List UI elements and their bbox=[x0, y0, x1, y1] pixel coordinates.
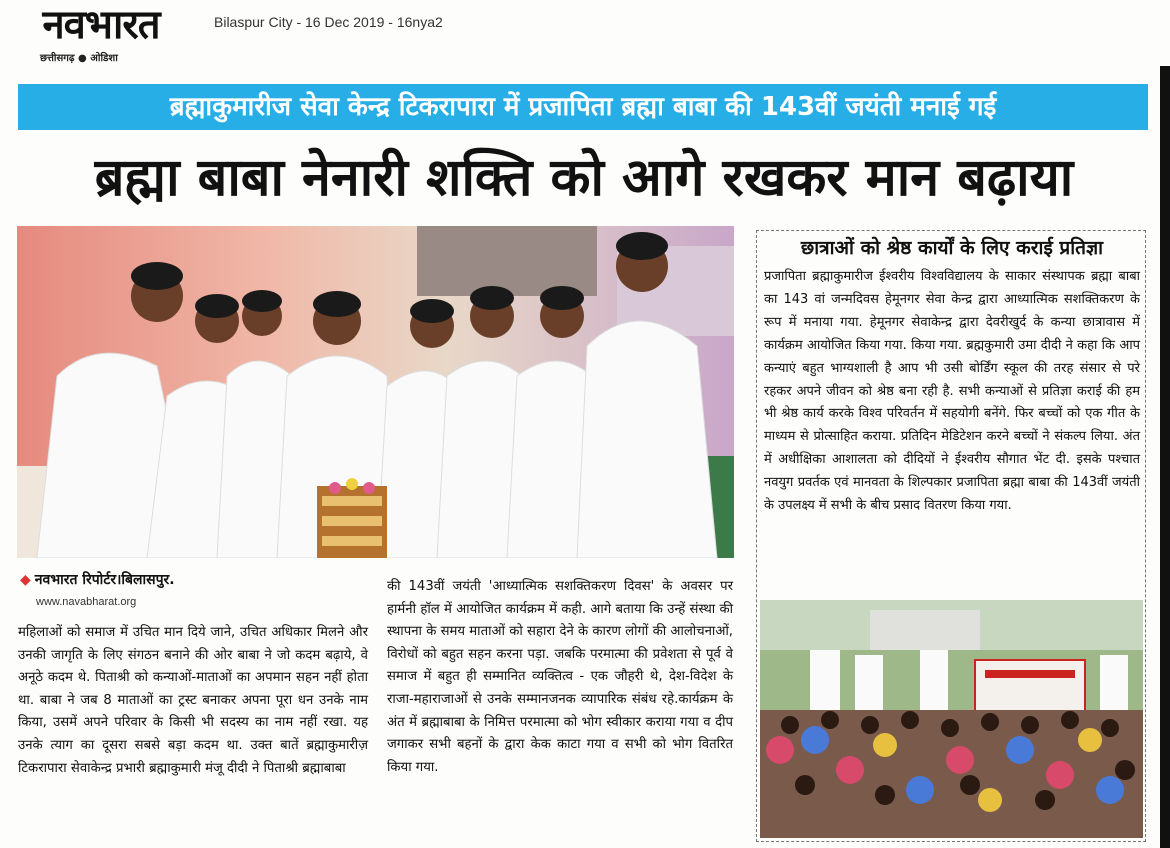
newspaper-logo: नवभारत bbox=[42, 2, 160, 48]
sidebar-text: प्रजापिता ब्रह्माकुमारीज ईश्वरीय विश्वविद्यालय के साकार संस्थापक ब्रह्मा बाबा का 143 वां जन्मदिवस हेमूनगर सेवा केन्द्र द्वारा आध्यात्मिक सशक्तिकरण के रूप में मनाया गया. हेमूनगर सेवाकेन्द्र द्वारा देवरीखुर्द के कन्या छात्रावास में कार्यक्रम आयोजित किया गया. किया गया. ब्रह्मकुमारी उमा दीदी ने कहा कि आप कन्याएं बहुत भाग्यशाली है आप भी उसी बोर्डिंग स्कूल की तरह संसार से परे रहकर अपने जीवन को श्रेष्ठ बना रही है. सभी कन्याओं से प्रतिज्ञा कराई की हम भी श्रेष्ठ कार्य करके विश्व परिवर्तन में सहयोगी बनेंगे. फिर बच्चों को एक गीत के माध्यम से प्रोत्साहित कराया. प्रतिदिन मेडिटेशन करने बच्चों ने संकल्प लिया. अंत में अधीक्षिका आशालता को दीदियों ने ईश्वरीय सौगात भेंट दी. इसके पश्चात नवयुग प्रवर्तक एवं मानवता के शिल्पकार प्रजापिता ब्रह्मा बाबा की 143वीं जयंती के उपलक्ष्य में सभी के बीच प्रसाद वितरण किया गया. bbox=[764, 269, 1140, 514]
article-column-2: की 143वीं जयंती 'आध्यात्मिक सशक्तिकरण दिवस' के अवसर पर हार्मनी हॉल में आयोजित कार्यक्रम में कही. आगे बताया कि उन्हें संस्था की स्थापना के समय माताओं को सहारा देने के कारण लोगों की आलोचनाओं, विरोधों को बहुत सहन करना पड़ा. जबकि परमात्मा की प्रवेशता से पूर्व वे समाज में बहुत ही सम्मानित व्यक्तित्व - एक जौहरी थे, देश-विदेश के राजा-महाराजाओं से उनके सम्मानजनक व्यापारिक संबंध रहे.कार्यक्रम के अंत में ब्रह्माबाबा के निमित्त परमात्मा को भोग स्वीकार कराया गया व दीप जगाकर सभी बहनों के द्वारा केक काटा गया व सभी को भोग वितरित किया गया. bbox=[387, 579, 733, 775]
side-photo bbox=[760, 600, 1143, 838]
bullet-icon: ◆ bbox=[20, 572, 31, 588]
banner-text: ब्रह्माकुमारीज सेवा केन्द्र टिकरापारा में प्रजापिता ब्रह्मा बाबा की 143वीं जयंती मनाई गई bbox=[169, 92, 997, 122]
dateline: Bilaspur City - 16 Dec 2019 - 16nya2 bbox=[214, 14, 443, 30]
headline: ब्रह्मा बाबा नेनारी शक्ति को आगे रखकर मान बढ़ाया bbox=[94, 148, 1074, 208]
sidebar-title: छात्राओं को श्रेष्ठ कार्यों के लिए कराई प्रतिज्ञा bbox=[800, 237, 1104, 259]
website: www.navabharat.org bbox=[36, 596, 137, 608]
article-column-1: महिलाओं को समाज में उचित मान दिये जाने, उचित अधिकार मिलने और उनकी जागृति के लिए संगठन बनाने की ओर बाबा ने जो कदम बढ़ाये, वे अनूठे कदम थे. पिताश्री को कन्याओं-माताओं का अपमान सहन नहीं होता था. बाबा ने जब 8 माताओं का ट्रस्ट बनाकर अपना पूरा धन उनके नाम किया, उसमें अपने परिवार के किसी भी सदस्य का नाम नहीं रखा. यह उनके त्याग का दूसरा सबसे बड़ा कदम था. उक्त बातें ब्रह्माकुमारीज़ टिकरापारा सेवाकेन्द्र प्रभारी ब्रह्माकुमारी मंजू दीदी ने पिताश्री ब्रह्माबाबा bbox=[18, 625, 368, 776]
reporter-text: नवभारत रिपोर्टर।बिलासपुर. bbox=[34, 572, 175, 588]
masthead bbox=[0, 0, 200, 64]
main-photo bbox=[17, 226, 734, 558]
edition-label: छत्तीसगढ़ ● ओडिशा bbox=[40, 53, 118, 64]
page-edge bbox=[1160, 66, 1170, 848]
banner bbox=[18, 84, 1148, 130]
byline bbox=[20, 570, 175, 589]
